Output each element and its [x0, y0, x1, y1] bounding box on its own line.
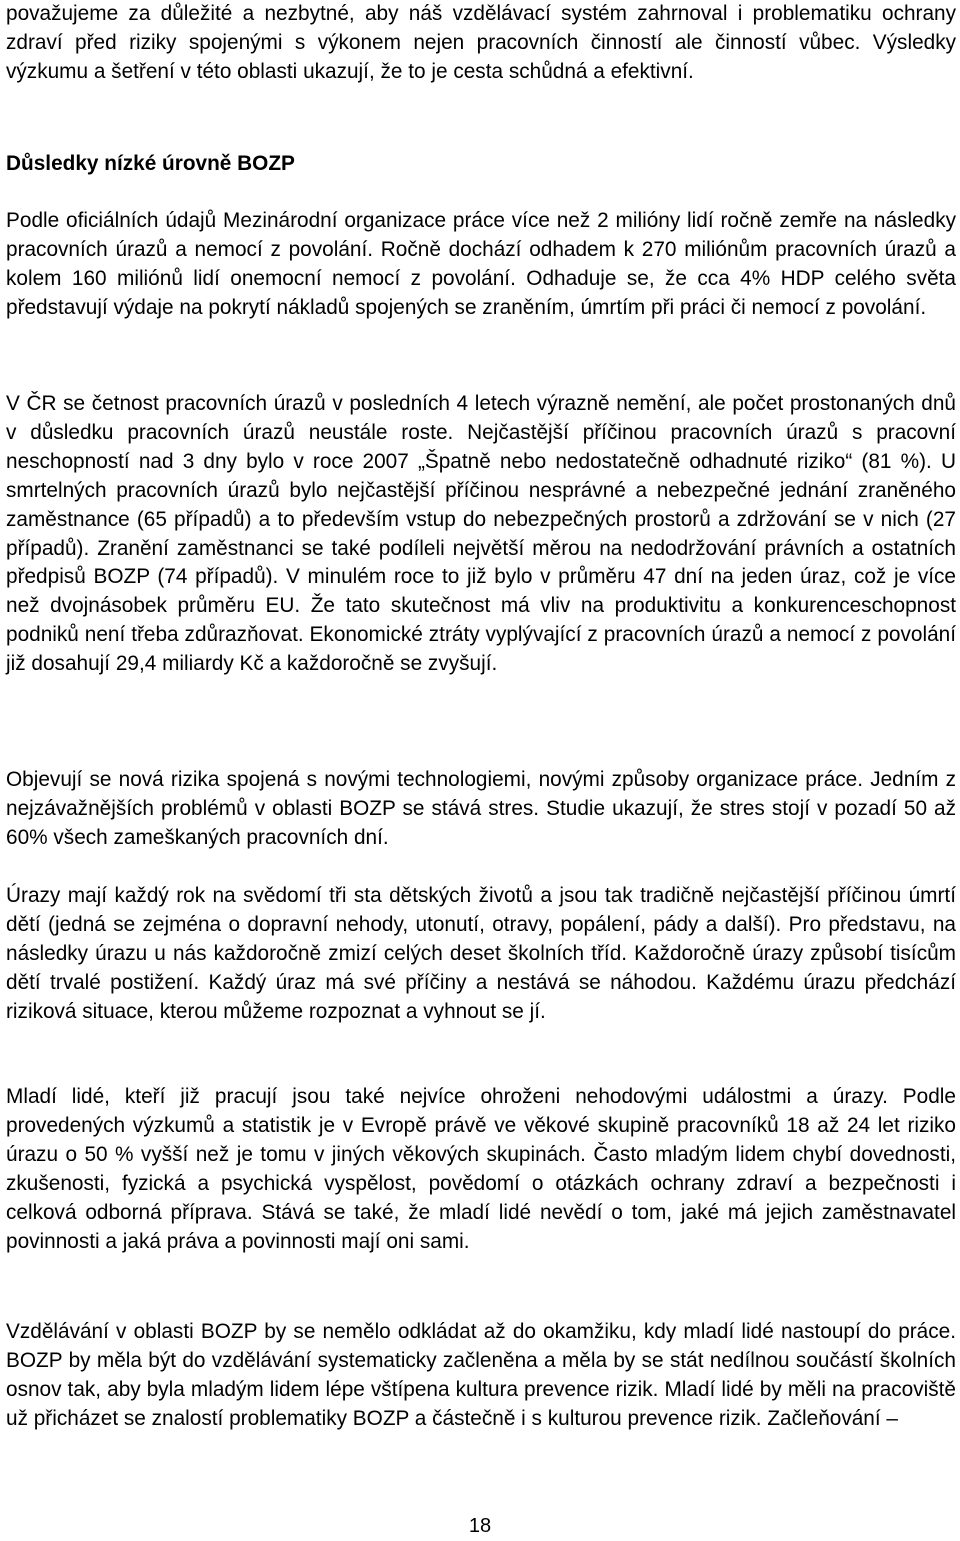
page-number: 18: [468, 1515, 492, 1537]
paragraph-new-risks: Objevují se nová rizika spojená s novými technologiemi, novými způsoby organizace práce. Jedním z nejzávažnějších problémů v oblasti BOZP se stává stres. Studie ukazují, že stres stojí v pozadí 50 až 60% všech zameškaných pracovních dní.: [6, 768, 956, 849]
section-heading: Důsledky nízké úrovně BOZP: [6, 152, 295, 175]
paragraph-intro: považujeme za důležité a nezbytné, aby náš vzdělávací systém zahrnoval i problematiku ochrany zdraví před riziky spojenými s výkonem nejen pracovních činností ale činností vůbec. Výsledky výzkumu a šetření v této oblasti ukazují, že to je cesta schůdná a efektivní.: [6, 2, 956, 83]
paragraph-czech-stats: V ČR se četnost pracovních úrazů v posledních 4 letech výrazně nemění, ale počet prostonaných dnů v důsledku pracovních úrazů neustále roste. Nejčastější příčinou pracovních úrazů s pracovní neschopností nad 3 dny bylo v roce 2007 „Špatně nebo nedostatečně odhadnuté riziko“ (81 %). U smrtelných pracovních úrazů bylo nejčastější příčinou nesprávné a nebezpečné jednání zraněného zaměstnance (65 případů) a to především vstup do nebezpečných prostorů a zdržování se v nich (27 případů). Zranění zaměstnanci se také podíleli největší měrou na nedodržování právních a ostatních předpisů BOZP (74 případů). V minulém roce to již bylo v průměru 47 dní na jeden úraz, což je více než dvojnásobek průměru EU. Že tato skutečnost má vliv na produktivitu a konkurenceschopnost podniků není třeba zdůrazňovat. Ekonomické ztráty vyplývající z pracovních úrazů a nemocí z povolání již dosahují 29,4 miliardy Kč a každoročně se zvyšují.: [6, 392, 956, 676]
paragraph-global-stats: Podle oficiálních údajů Mezinárodní organizace práce více než 2 milióny lidí ročně zemře na následky pracovních úrazů a nemocí z povolání. Ročně dochází odhadem k 270 miliónům pracovních úrazů a kolem 160 miliónů lidí onemocní nemocí z povolání. Odhaduje se, že cca 4% HDP celého světa představují výdaje na pokrytí nákladů spojených se zraněním, úmrtím při práci či nemocí z povolání.: [6, 209, 956, 319]
paragraph-children: Úrazy mají každý rok na svědomí tři sta dětských životů a jsou tak tradičně nejčastější příčinou úmrtí dětí (jedná se zejména o dopravní nehody, utonutí, otravy, popálení, pády a další). Pro představu, na následky úrazu u nás každoročně zmizí celých deset školních tříd. Každoročně úrazy způsobí tisícům dětí trvalé postižení. Každý úraz má své příčiny a nestává se náhodou. Každému úrazu předchází riziková situace, kterou můžeme rozpoznat a vyhnout se jí.: [6, 884, 956, 1023]
paragraph-young-people: Mladí lidé, kteří již pracují jsou také nejvíce ohroženi nehodovými událostmi a úrazy. Podle provedených výzkumů a statistik je v Evropě právě ve věkové skupině pracovníků 18 až 24 let riziko úrazu o 50 % vyšší než je tomu v jiných věkových skupinách. Často mladým lidem chybí dovednosti, zkušenosti, fyzická a psychická vyspělost, povědomí o otázkách ochrany zdraví a bezpečnosti i celková odborná příprava. Stává se také, že mladí lidé nevědí o tom, jaké má jejich zaměstnavatel povinnosti a jaká práva a povinnosti mají oni sami.: [6, 1085, 956, 1253]
paragraph-education: Vzdělávání v oblasti BOZP by se nemělo odkládat až do okamžiku, kdy mladí lidé nastoupí do práce. BOZP by měla být do vzdělávání systematicky začleněna a měla by se stát nedílnou součástí školních osnov tak, aby byla mladým lidem lépe vštípena kultura prevence rizik. Mladí lidé by měli na pracoviště už přicházet se znalostí problematiky BOZP a částečně i s kulturou prevence rizik. Začleňování –: [6, 1320, 956, 1430]
